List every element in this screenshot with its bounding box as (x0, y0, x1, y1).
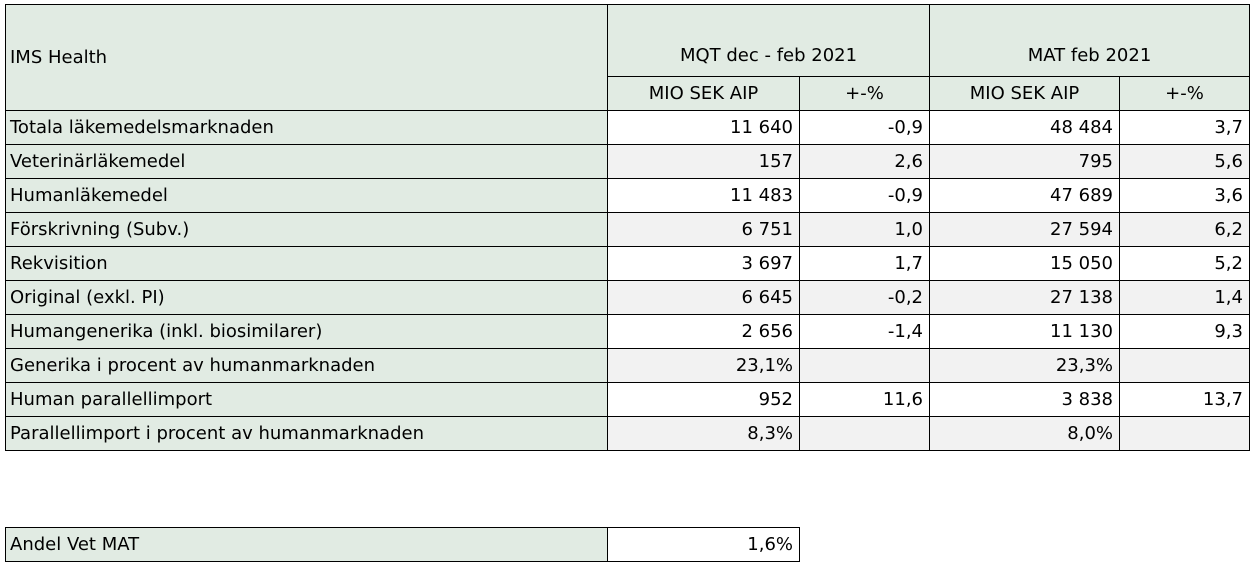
mat-pct-cell: 13,7 (1120, 383, 1250, 417)
row-label: Humangenerika (inkl. biosimilarer) (6, 315, 608, 349)
mat-value-cell: 27 594 (930, 213, 1120, 247)
mat-value-cell: 48 484 (930, 111, 1120, 145)
mqt-pct-cell (800, 349, 930, 383)
summary-label: Andel Vet MAT (6, 528, 608, 562)
mqt-pct-cell (800, 417, 930, 451)
row-label: Rekvisition (6, 247, 608, 281)
table-row (6, 349, 1250, 383)
table-row (6, 111, 1250, 145)
mat-value-cell: 795 (930, 145, 1120, 179)
row-label: Totala läkemedelsmarknaden (6, 111, 608, 145)
mat-pct-cell (1120, 417, 1250, 451)
mqt-pct-cell: 2,6 (800, 145, 930, 179)
mat-value-cell: 8,0% (930, 417, 1120, 451)
header-mat: MAT feb 2021 (930, 5, 1250, 77)
row-label: Förskrivning (Subv.) (6, 213, 608, 247)
mqt-pct-cell: -0,9 (800, 111, 930, 145)
row-label: Parallellimport i procent av humanmarknaden (6, 417, 608, 451)
table-row (6, 179, 1250, 213)
mqt-value-cell: 8,3% (608, 417, 800, 451)
table-row (6, 315, 1250, 349)
header-mqt: MQT dec - feb 2021 (608, 5, 930, 77)
mat-pct-cell: 3,6 (1120, 179, 1250, 213)
table-row (6, 383, 1250, 417)
market-table (5, 4, 1250, 451)
mat-pct-cell: 1,4 (1120, 281, 1250, 315)
table-row (6, 281, 1250, 315)
mat-pct-cell: 3,7 (1120, 111, 1250, 145)
mqt-pct-cell: -0,2 (800, 281, 930, 315)
mat-pct-cell: 5,6 (1120, 145, 1250, 179)
mqt-value-cell: 157 (608, 145, 800, 179)
mqt-value-cell: 2 656 (608, 315, 800, 349)
mqt-value-cell: 23,1% (608, 349, 800, 383)
table-row (6, 145, 1250, 179)
summary-value: 1,6% (608, 528, 800, 562)
mat-pct-cell (1120, 349, 1250, 383)
mqt-value-cell: 6 645 (608, 281, 800, 315)
table-row (6, 213, 1250, 247)
mat-value-cell: 15 050 (930, 247, 1120, 281)
row-label: Original (exkl. PI) (6, 281, 608, 315)
row-label: Humanläkemedel (6, 179, 608, 213)
header-mqt-value: MIO SEK AIP (608, 77, 800, 111)
mat-value-cell: 23,3% (930, 349, 1120, 383)
mqt-pct-cell: 1,0 (800, 213, 930, 247)
mqt-value-cell: 6 751 (608, 213, 800, 247)
mqt-value-cell: 3 697 (608, 247, 800, 281)
mqt-pct-cell: -0,9 (800, 179, 930, 213)
mat-value-cell: 27 138 (930, 281, 1120, 315)
row-label: Veterinärläkemedel (6, 145, 608, 179)
mqt-pct-cell: -1,4 (800, 315, 930, 349)
mqt-pct-cell: 1,7 (800, 247, 930, 281)
mqt-value-cell: 952 (608, 383, 800, 417)
mat-value-cell: 11 130 (930, 315, 1120, 349)
header-mat-pct: +-% (1120, 77, 1250, 111)
row-label: Human parallellimport (6, 383, 608, 417)
summary-table (5, 527, 800, 562)
table-row (6, 417, 1250, 451)
mqt-value-cell: 11 640 (608, 111, 800, 145)
mqt-value-cell: 11 483 (608, 179, 800, 213)
mat-pct-cell: 6,2 (1120, 213, 1250, 247)
table-row (6, 247, 1250, 281)
header-mat-value: MIO SEK AIP (930, 77, 1120, 111)
mat-pct-cell: 9,3 (1120, 315, 1250, 349)
header-mqt-pct: +-% (800, 77, 930, 111)
mat-pct-cell: 5,2 (1120, 247, 1250, 281)
mqt-pct-cell: 11,6 (800, 383, 930, 417)
mat-value-cell: 3 838 (930, 383, 1120, 417)
mat-value-cell: 47 689 (930, 179, 1120, 213)
table-title: IMS Health (6, 5, 608, 111)
row-label: Generika i procent av humanmarknaden (6, 349, 608, 383)
